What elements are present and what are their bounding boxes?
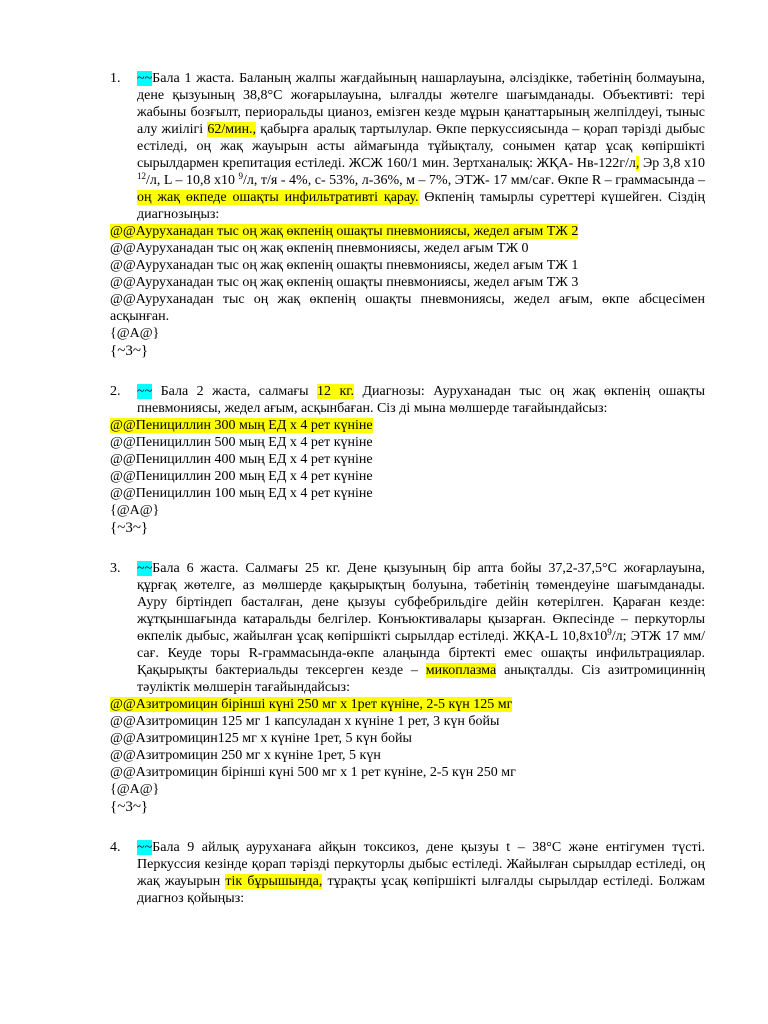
answer-option: @@Азитромицин125 мг х күніне 1рет, 5 күн бойы [110, 731, 412, 746]
answer-option: @@Пенициллин 400 мың ЕД х 4 рет күніне [110, 452, 373, 467]
end-marker: {~3~} [110, 799, 149, 815]
answer-option-correct: @@Азитромицин бірінші күні 250 мг х 1рет күніне, 2-5 күн 125 мг [110, 697, 513, 712]
answer-marker: {@A@} [110, 503, 160, 518]
question-3 [110, 560, 705, 696]
answer-option: @@Пенициллин 200 мың ЕД х 4 рет күніне [110, 469, 373, 484]
answer-option: @@Азитромицин 125 мг 1 капсуладан х күніне 1 рет, 3 күн бойы [110, 714, 500, 729]
highlighted-text: тік бұрышында, [225, 874, 323, 889]
question-4 [110, 839, 705, 907]
answer-option: @@Ауруханадан тыс оң жақ өкпенің ошақты пневмониясы, жедел ағым ТЖ 3 [110, 275, 579, 290]
answer-marker: {@A@} [110, 782, 160, 797]
question-2 [110, 383, 705, 417]
question-text: ~~ Бала 2 жаста, салмағы 12 кг. Диагнозы: Ауруханадан тыс оң жақ өкпенің ошақты пневмониясы, жедел ағым, асқынбаған. Сіз ді мына мөлшерде тағайындайсыз: [137, 384, 705, 416]
question-text: ~~Бала 1 жаста. Баланың жалпы жағдайының нашарлауына, әлсіздікке, тәбетінің болмауына, дене қызуының 38,8°С жоғарылауына, ылғалды жөтелге шағымданады. Объективті: тері жабыны бозғылт, периоральды цианоз, емізген кезде мұрын қанаттарының желпілдеуі, тыныс алу жиілігі 62/мин., қабырға аралық тартылулар. Өкпе перкуссиясында – қорап тәрізді дыбыс естіледі, оң жақ жауырын асты аймағында тұйықталу, сонымен қатар ұсақ көпіршікті сырылдармен крепитация естіледі. ЖСЖ 160/1 мин. Зертханалық: ЖҚА- Нв-122г/л, Эр 3,8 х10 $^{12}$/л, L – 10,8 х10 $^9$/л, т/я - 4%, с- 53%, л-36%, м – 7%, ЭТЖ- 17 мм/сағ. Өкпе R – граммасында – оң жақ өкпеде ошақты инфильтративті қарау. Өкпенің тамырлы суреттері күшейген. Сіздің диагнозыңыз: [137, 71, 706, 222]
answer-option: @@Азитромицин 250 мг х күніне 1рет, 5 күн [110, 748, 381, 763]
answer-option: @@Ауруханадан тыс оң жақ өкпенің ошақты пневмониясы, жедел ағым ТЖ 1 [110, 258, 579, 273]
question-number: 2. [110, 384, 121, 399]
tilde-marker: ~~ [137, 384, 153, 399]
answer-marker: {@A@} [110, 326, 160, 341]
highlighted-text: микоплазма [425, 663, 497, 678]
question-1 [110, 70, 705, 223]
tilde-marker: ~~ [137, 561, 153, 576]
question-text: ~~Бала 6 жаста. Салмағы 25 кг. Дене қызуының бір апта бойы 37,2-37,5°С жоғарлауына, құрғақ жөтелге, аз мөлшерде қақырықтың болуына, тәбетінің төмендеуіне шағымданады. Ауру біртіндеп басталған, дене қызуы субфебрильдіге дейін көтерілген. Қараған кезде: жұтқыншағында катаральды белгілер. Конъюктивалары қызарған. Өкпесінде – перкуторлы өкпелік дыбыс, жайылған ұсақ көпіршікті сырылдар естіледі. ЖҚА-L $10,8х10^9/л$; ЭТЖ 17 мм/сағ. Кеуде торы R-граммасында-өкпе алаңында біртекті емес ошақты инфильтрациялар. Қақырықты бактериальды тексерген кезде – микоплазма анықталды. Сіз азитромициннің тәуліктік мөлшерін тағайындайсыз: [137, 561, 706, 695]
question-number: 3. [110, 561, 121, 576]
question-number: 1. [110, 71, 121, 86]
answer-option: @@Пенициллин 100 мың ЕД х 4 рет күніне [110, 486, 373, 501]
end-marker: {~3~} [110, 520, 149, 536]
question-text: ~~Бала 9 айлық ауруханаға айқын токсикоз, дене қызуы t – 38°С және ентігумен түсті. Перкуссия кезінде қорап тәрізді перкуторлы дыбыс естіледі. Жайылған сырылдар естіледі, оң жақ жауырын тік бұрышында, тұрақты ұсақ көпіршікті ылғалды сырылдар естіледі. Болжам диагноз қойыңыз: [137, 840, 706, 906]
answer-option-correct: @@Ауруханадан тыс оң жақ өкпенің ошақты пневмониясы, жедел ағым ТЖ 2 [110, 224, 579, 239]
highlighted-text: оң жақ өкпеде ошақты инфильтративті қарау. [137, 190, 419, 205]
answer-option-correct: @@Пенициллин 300 мың ЕД х 4 рет күніне [110, 418, 373, 433]
test-questions [110, 70, 705, 907]
answer-option: @@Ауруханадан тыс оң жақ өкпенің ошақты пневмониясы, жедел ағым, өкпе абсцесімен асқынған. [110, 292, 705, 324]
highlighted-text: , [635, 156, 640, 171]
tilde-marker: ~~ [137, 840, 153, 855]
answer-option: @@Азитромицин бірінші күні 500 мг х 1 рет күніне, 2-5 күн 250 мг [110, 765, 516, 780]
answer-option: @@Пенициллин 500 мың ЕД х 4 рет күніне [110, 435, 373, 450]
end-marker: {~3~} [110, 343, 149, 359]
answer-option: @@Ауруханадан тыс оң жақ өкпенің пневмониясы, жедел ағым ТЖ 0 [110, 241, 529, 256]
tilde-marker: ~~ [137, 71, 153, 86]
question-number: 4. [110, 840, 121, 855]
highlighted-text: 12 кг. [317, 384, 354, 399]
highlighted-text: 62/мин., [207, 122, 257, 137]
